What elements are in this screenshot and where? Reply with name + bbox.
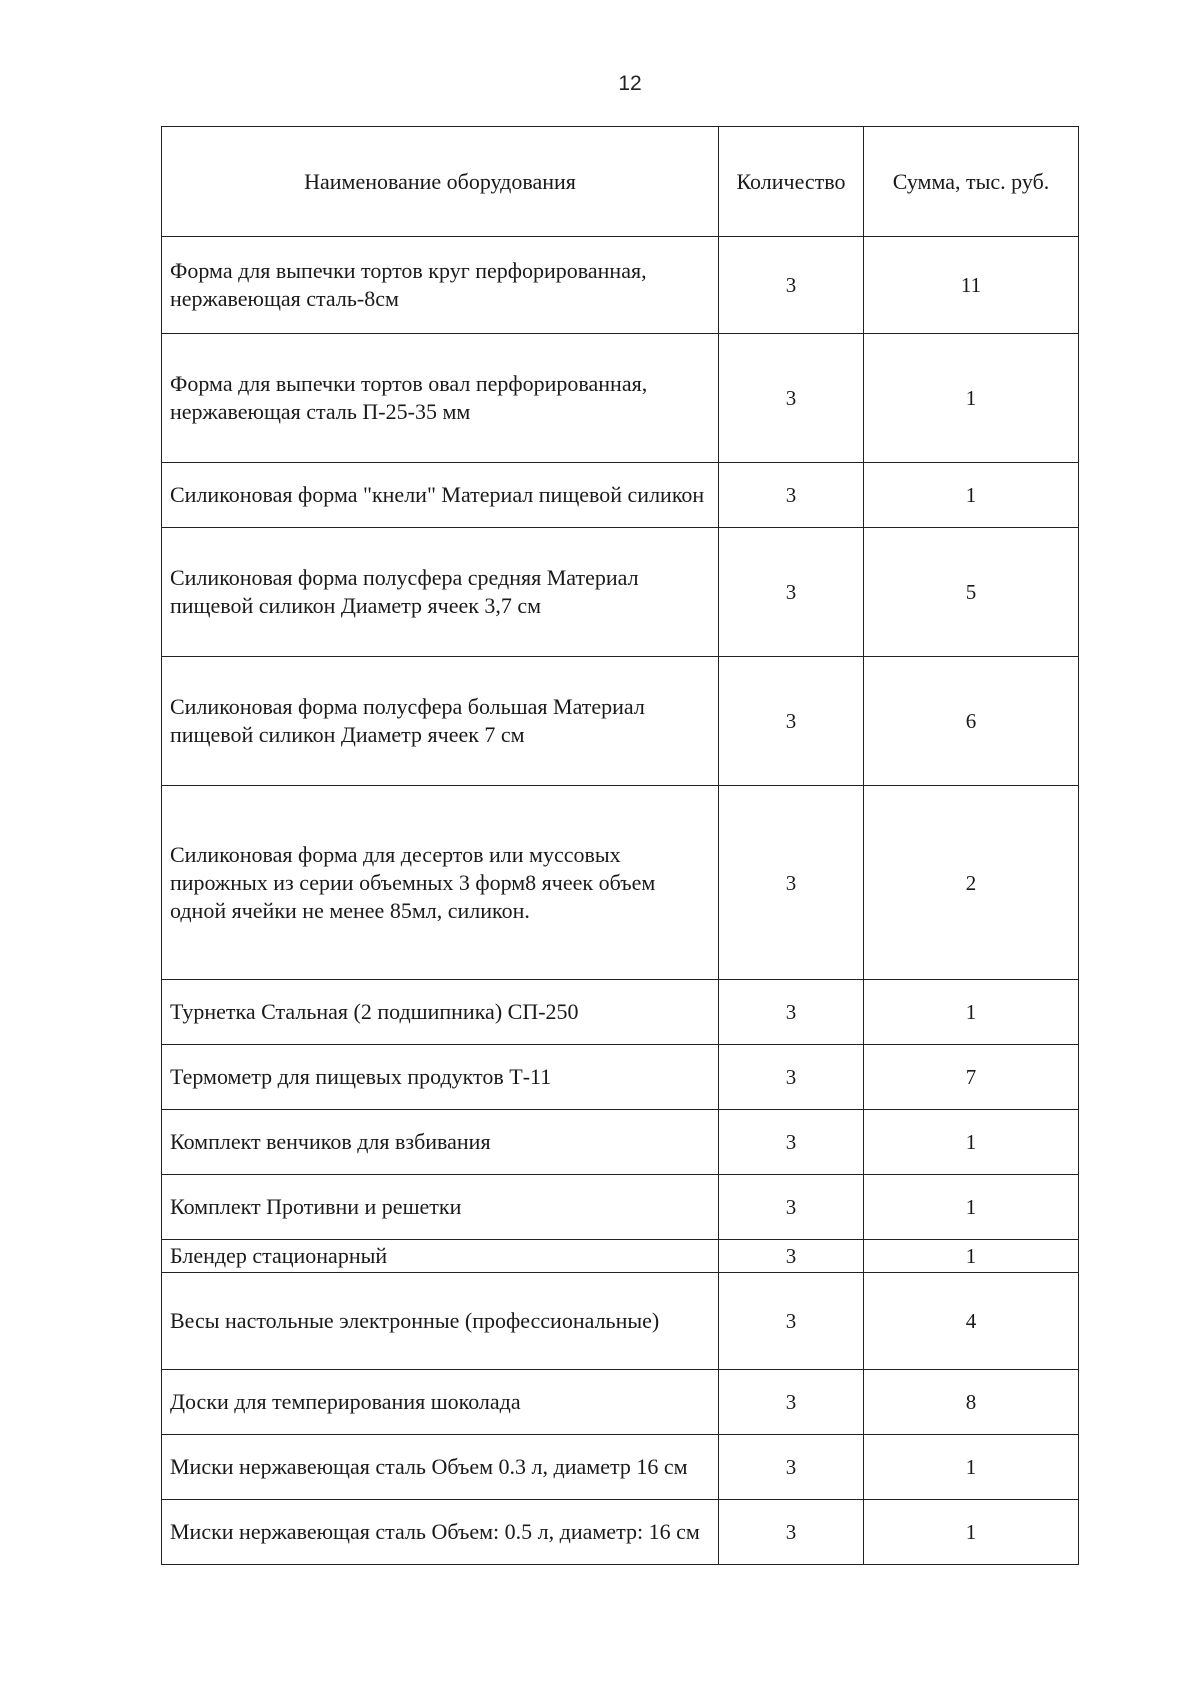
page-number: 12 [618,72,642,95]
row-name: Форма для выпечки тортов круг перфорированная, нержавеющая сталь-8см [162,237,719,334]
table-row [162,1273,1079,1370]
row-qty: 3 [719,1045,864,1110]
row-name: Миски нержавеющая сталь Объем: 0.5 л, диаметр: 16 см [162,1500,719,1565]
row-sum: 2 [864,786,1079,980]
table-row [162,1240,1079,1273]
row-qty: 3 [719,786,864,980]
row-qty: 3 [719,463,864,528]
row-sum: 1 [864,1500,1079,1565]
row-sum: 8 [864,1370,1079,1435]
row-qty: 3 [719,237,864,334]
row-qty: 3 [719,1240,864,1273]
row-qty: 3 [719,1500,864,1565]
row-name: Термометр для пищевых продуктов Т-11 [162,1045,719,1110]
row-name: Комплект венчиков для взбивания [162,1110,719,1175]
table-row [162,657,1079,786]
row-name: Форма для выпечки тортов овал перфорированная, нержавеющая сталь П-25-35 мм [162,334,719,463]
table-row [162,528,1079,657]
row-sum: 5 [864,528,1079,657]
table-row [162,980,1079,1045]
row-name: Комплект Противни и решетки [162,1175,719,1240]
row-qty: 3 [719,1110,864,1175]
table-row [162,1175,1079,1240]
equipment-table [161,126,1079,1565]
table-row [162,1370,1079,1435]
row-name: Блендер стационарный [162,1240,719,1273]
table-row [162,1435,1079,1500]
table-row [162,334,1079,463]
table-row [162,1110,1079,1175]
row-sum: 1 [864,1110,1079,1175]
row-name: Миски нержавеющая сталь Объем 0.3 л, диаметр 16 см [162,1435,719,1500]
row-sum: 1 [864,463,1079,528]
row-qty: 3 [719,1273,864,1370]
row-qty: 3 [719,1435,864,1500]
header-qty: Количество [719,127,864,237]
row-sum: 7 [864,1045,1079,1110]
row-sum: 4 [864,1273,1079,1370]
row-name: Силиконовая форма "кнели" Материал пищевой силикон [162,463,719,528]
row-qty: 3 [719,1175,864,1240]
row-qty: 3 [719,334,864,463]
row-name: Весы настольные электронные (профессиональные) [162,1273,719,1370]
row-qty: 3 [719,1370,864,1435]
table-row [162,1500,1079,1565]
row-sum: 1 [864,980,1079,1045]
row-sum: 11 [864,237,1079,334]
row-name: Силиконовая форма полусфера большая Материал пищевой силикон Диаметр ячеек 7 см [162,657,719,786]
row-qty: 3 [719,980,864,1045]
table-row [162,463,1079,528]
header-sum: Сумма, тыс. руб. [864,127,1079,237]
row-sum: 1 [864,1175,1079,1240]
row-qty: 3 [719,657,864,786]
row-qty: 3 [719,528,864,657]
header-name: Наименование оборудования [162,127,719,237]
table-row [162,786,1079,980]
row-name: Доски для темперирования шоколада [162,1370,719,1435]
row-name: Силиконовая форма для десертов или муссовых пирожных из серии объемных 3 форм8 ячеек объем одной ячейки не менее 85мл, силикон. [162,786,719,980]
row-name: Турнетка Стальная (2 подшипника) СП-250 [162,980,719,1045]
table-header-row [162,127,1079,237]
row-sum: 1 [864,1435,1079,1500]
row-sum: 1 [864,334,1079,463]
row-sum: 6 [864,657,1079,786]
row-name: Силиконовая форма полусфера средняя Материал пищевой силикон Диаметр ячеек 3,7 см [162,528,719,657]
row-sum: 1 [864,1240,1079,1273]
table-row [162,1045,1079,1110]
table-row [162,237,1079,334]
